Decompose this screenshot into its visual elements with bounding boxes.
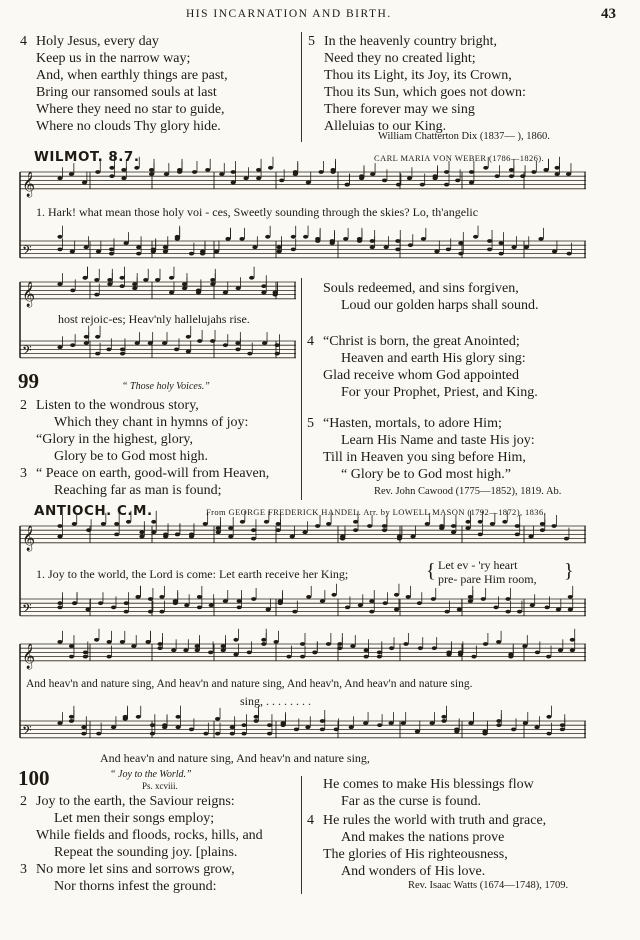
music-system-antioch-2 — [20, 640, 586, 744]
verse-line: Holy Jesus, every day — [36, 34, 159, 49]
lyric-line: host rejoic-es; Heav'nly hallelujahs rise. — [58, 312, 250, 326]
stanza-3-tail-100 — [323, 776, 534, 810]
verse-line: “Christ is born, the great Anointed; — [323, 334, 520, 349]
verse-line: “Glory in the highest, glory, — [36, 432, 193, 447]
author-credit: Rev. John Cawood (1775—1852), 1819. Ab. — [374, 486, 562, 497]
verse-line: In the heavenly country bright, — [324, 34, 498, 49]
author-credit: William Chatterton Dix (1837— ), 1860. — [378, 131, 550, 142]
svg-text:𝄞: 𝄞 — [22, 171, 36, 197]
verse-line: Loud our golden harps shall sound. — [341, 298, 539, 313]
hymn-title: “ Joy to the World.” — [110, 769, 192, 780]
verse-line: Which they chant in hymns of joy: — [54, 415, 249, 430]
verse-line: “ Peace on earth, good-will from Heaven, — [36, 466, 270, 481]
verse-line: Let men their songs employ; — [54, 811, 215, 826]
hymn-number: 99 — [18, 369, 39, 393]
stanza-number: 2 — [20, 398, 27, 413]
verse-line: Nor thorns infest the ground: — [54, 879, 217, 894]
lyric-line: And heav'n and nature sing, And heav'n and nature sing, — [100, 751, 370, 765]
stanza-number: 4 — [307, 813, 314, 828]
stanza-number: 2 — [20, 794, 27, 809]
lyric-line: 1. Joy to the world, the Lord is come: Let earth receive her King; — [36, 567, 349, 581]
verse-line: Keep us in the narrow way; — [36, 51, 191, 66]
verse-line: Thou its Sun, which goes not down: — [324, 85, 526, 100]
verse-line: Glory be to God most high. — [54, 449, 208, 464]
stanza-5-99 — [307, 415, 535, 483]
verse-line: Need they no created light; — [324, 51, 476, 66]
verse-line: Heaven and earth His glory sing: — [341, 351, 526, 366]
verse-line: Learn His Name and taste His joy: — [341, 433, 535, 448]
verse-line: And wonders of His love. — [341, 864, 486, 879]
tune-name: ANTIOCH. C.M. — [34, 503, 153, 519]
verse-line: Where they need no star to guide, — [36, 102, 225, 117]
lyric-line: sing, . . . . . . . . — [240, 694, 312, 708]
svg-text:𝄞: 𝄞 — [22, 281, 36, 307]
verse-line: There forever may we sing — [324, 102, 475, 117]
svg-text:𝄢: 𝄢 — [22, 342, 32, 361]
brace-right: } — [564, 560, 574, 582]
verse-line: Glad receive whom God appointed — [323, 368, 519, 383]
svg-text:𝄞: 𝄞 — [22, 643, 36, 669]
verse-line: Repeat the sounding joy. [plains. — [54, 845, 238, 860]
stanza-5-top-right — [308, 33, 526, 135]
verse-line: Alleluias to our King. — [324, 119, 447, 134]
verse-line: Where no clouds Thy glory hide. — [36, 119, 221, 134]
verse-line: Thou its Light, its Joy, its Crown, — [324, 68, 512, 83]
verse-line: “Hasten, mortals, to adore Him; — [323, 416, 502, 431]
lyric-line: pre- pare Him room, — [438, 572, 537, 586]
svg-text:𝄢: 𝄢 — [22, 722, 32, 741]
stanza-2-99 — [20, 397, 249, 465]
stanza-number: 5 — [307, 416, 314, 431]
stanza-3-tail-99 — [323, 280, 539, 314]
stanza-4-99 — [307, 333, 538, 401]
verse-line: And makes the nations prove — [341, 830, 505, 845]
verse-line: Far as the curse is found. — [341, 794, 481, 809]
hymn-title: “ Those holy Voices.” — [122, 381, 210, 392]
lyric-line: Let ev - 'ry heart — [438, 558, 518, 572]
column-divider-top — [301, 32, 302, 142]
verse-line: For your Prophet, Priest, and King. — [341, 385, 538, 400]
stanza-number: 4 — [20, 34, 27, 49]
lyric-line: 1. Hark! what mean those holy voi - ces, Sweetly sounding through the skies? Lo, th'angelic — [36, 205, 479, 219]
stanza-3-100 — [20, 861, 235, 895]
column-divider-100 — [301, 776, 302, 894]
verse-line: And, when earthly things are past, — [36, 68, 228, 83]
verse-line: Souls redeemed, and sins forgiven, — [323, 281, 519, 296]
running-title: HIS INCARNATION AND BIRTH. — [186, 8, 392, 20]
psalm-reference: Ps. xcviii. — [142, 781, 178, 791]
lyric-line: And heav'n and nature sing, And heav'n and nature sing, And heav'n, And heav'n and nature sing. — [26, 678, 473, 690]
stanza-number: 3 — [20, 862, 27, 877]
verse-line: “ Glory be to God most high.” — [341, 467, 511, 482]
verse-line: Joy to the earth, the Saviour reigns: — [36, 794, 235, 809]
verse-line: He comes to make His blessings flow — [323, 777, 534, 792]
brace-left: { — [426, 560, 436, 582]
tune-name: WILMOT. 8.7. — [34, 149, 140, 165]
verse-line: Bring our ransomed souls at last — [36, 85, 217, 100]
composer-credit: CARL MARIA VON WEBER (1786—1826). — [374, 153, 545, 163]
verse-line: No more let sins and sorrows grow, — [36, 862, 235, 877]
verse-line: Till in Heaven you sing before Him, — [323, 450, 526, 465]
stanza-number: 4 — [307, 334, 314, 349]
stanza-2-100 — [20, 793, 263, 861]
verse-line: While fields and floods, rocks, hills, and — [36, 828, 263, 843]
stanza-4-100 — [307, 812, 547, 880]
verse-line: Listen to the wondrous story, — [36, 398, 199, 413]
hymn-number: 100 — [18, 766, 50, 790]
column-divider-99 — [301, 278, 302, 500]
stanza-number: 5 — [308, 34, 315, 49]
svg-text:𝄢: 𝄢 — [22, 242, 32, 261]
author-credit: Rev. Isaac Watts (1674—1748), 1709. — [408, 880, 569, 891]
verse-line: Reaching far as man is found; — [54, 483, 222, 498]
page-number: 43 — [601, 6, 616, 22]
verse-line: The glories of His righteousness, — [323, 847, 508, 862]
stanza-number: 3 — [20, 466, 27, 481]
svg-text:𝄢: 𝄢 — [22, 600, 32, 619]
stanza-4-top-left — [20, 33, 228, 135]
composer-credit: From GEORGE FREDERICK HANDEL. Arr. by LOWELL MASON (1792—1872), 1836. — [206, 507, 547, 517]
verse-line: He rules the world with truth and grace, — [323, 813, 547, 828]
stanza-3-99 — [20, 465, 270, 499]
svg-text:𝄞: 𝄞 — [22, 525, 36, 551]
